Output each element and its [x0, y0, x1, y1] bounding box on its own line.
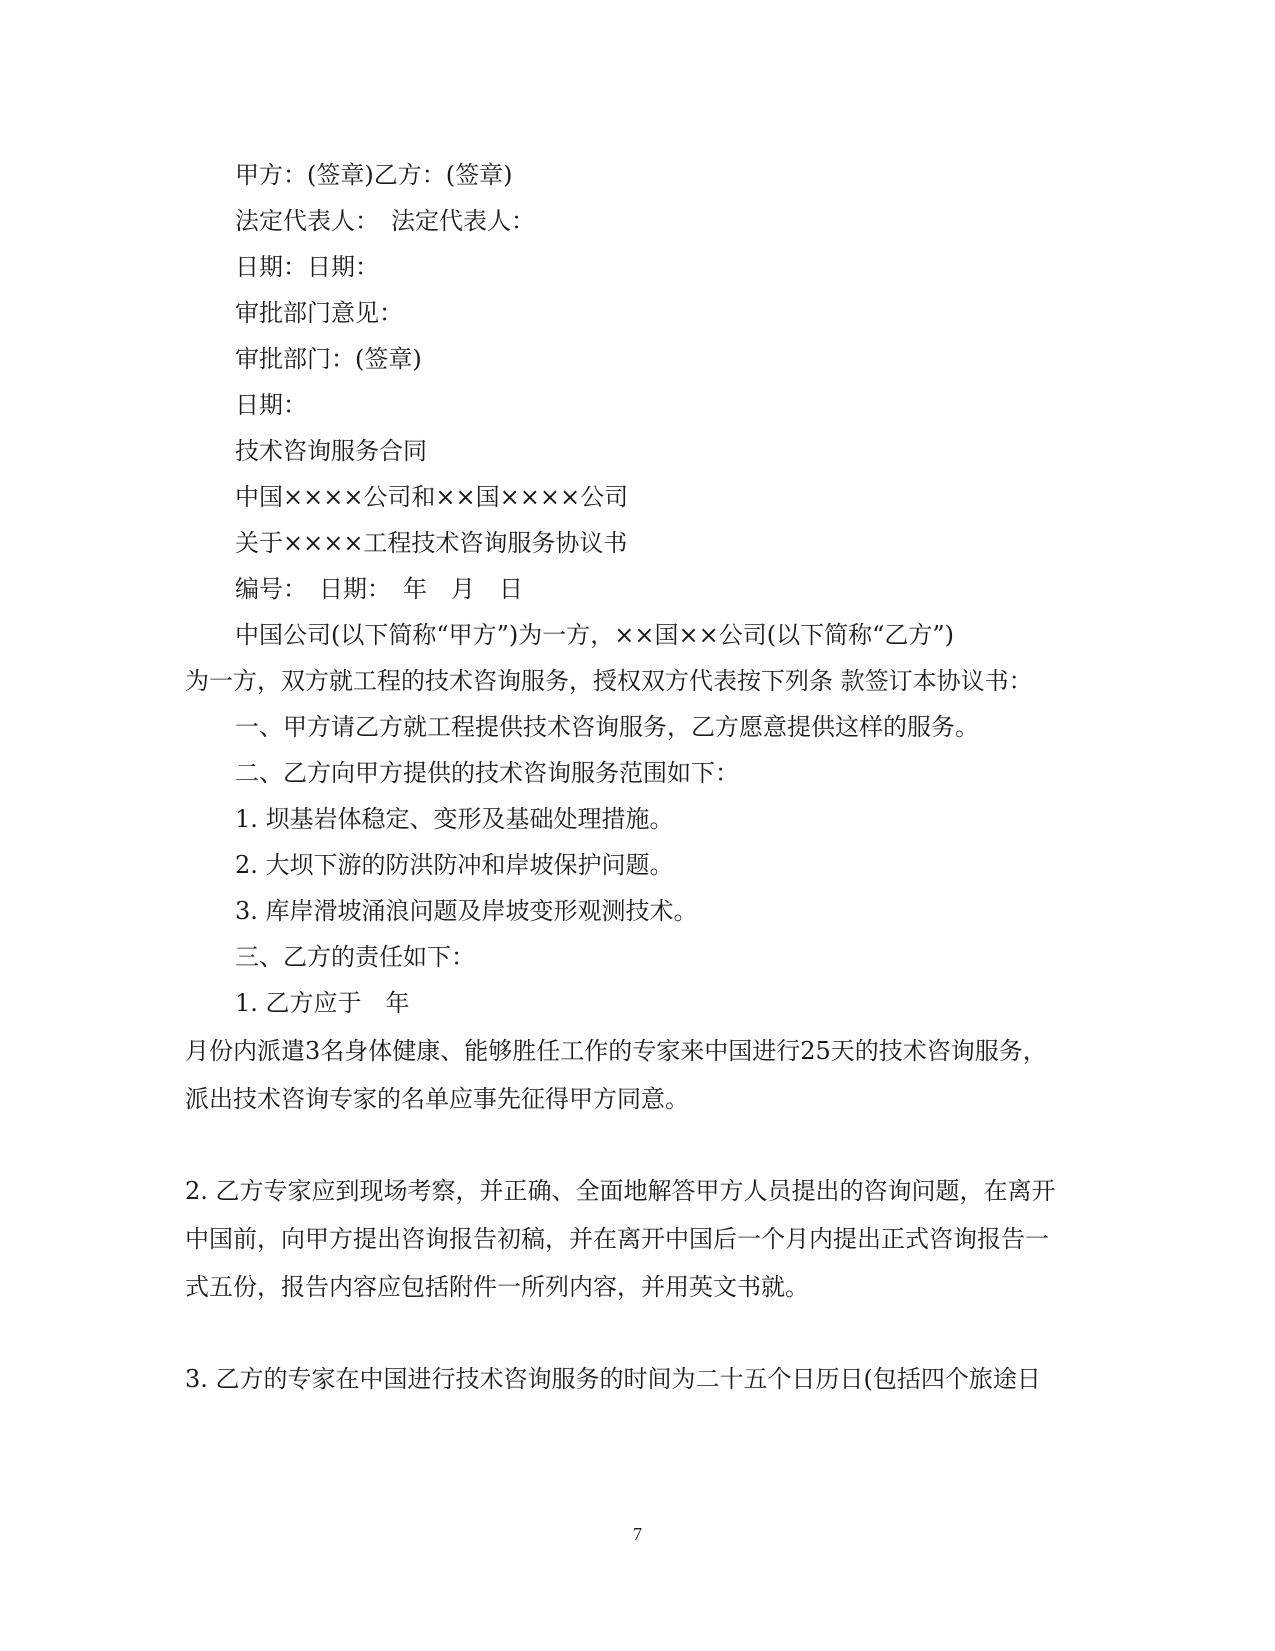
scope-item-1: 1. 坝基岩体稳定、变形及基础处理措施。 [235, 805, 674, 833]
duty-2-line-2: 中国前，向甲方提出咨询报告初稿，并在离开中国后一个月内提出正式咨询报告一 [185, 1225, 1049, 1253]
contract-title: 技术咨询服务合同 [235, 437, 427, 465]
agreement-title: 关于××××工程技术咨询服务协议书 [235, 529, 628, 557]
duty-1-line-3: 派出技术咨询专家的名单应事先征得甲方同意。 [185, 1085, 689, 1113]
clause-3-heading: 三、乙方的责任如下： [235, 943, 475, 971]
parties-line: 中国××××公司和××国××××公司 [235, 483, 629, 511]
duty-1-line-2: 月份内派遣3名身体健康、能够胜任工作的专家来中国进行25天的技术咨询服务， [185, 1037, 1047, 1065]
duty-3-line-1: 3. 乙方的专家在中国进行技术咨询服务的时间为二十五个日历日(包括四个旅途日 [185, 1365, 1041, 1393]
preamble-line-1: 中国公司(以下简称“甲方”)为一方，××国××公司(以下简称“乙方”) [235, 621, 954, 649]
clause-2-heading: 二、乙方向甲方提供的技术咨询服务范围如下： [235, 759, 739, 787]
approval-date-line: 日期： [235, 391, 307, 419]
date-line: 日期：日期： [235, 253, 379, 281]
legal-representative-line: 法定代表人： 法定代表人： [235, 207, 535, 235]
number-date-line: 编号： 日期： 年 月 日 [235, 575, 523, 603]
duty-2-line-1: 2. 乙方专家应到现场考察，并正确、全面地解答甲方人员提出的咨询问题，在离开 [185, 1177, 1056, 1205]
clause-1: 一、甲方请乙方就工程提供技术咨询服务，乙方愿意提供这样的服务。 [235, 713, 979, 741]
page-number: 7 [633, 1524, 642, 1544]
duty-1-start: 1. 乙方应于 年 [235, 989, 410, 1017]
approval-opinion-line: 审批部门意见： [235, 299, 403, 327]
preamble-line-2: 为一方，双方就工程的技术咨询服务，授权双方代表按下列条 款签订本协议书： [185, 667, 1033, 695]
signature-line: 甲方：(签章)乙方：(签章) [235, 161, 513, 189]
scope-item-2: 2. 大坝下游的防洪防冲和岸坡保护问题。 [235, 851, 674, 879]
duty-2-line-3: 式五份，报告内容应包括附件一所列内容，并用英文书就。 [185, 1273, 809, 1301]
approval-department-line: 审批部门：(签章) [235, 345, 422, 373]
scope-item-3: 3. 库岸滑坡涌浪问题及岸坡变形观测技术。 [235, 897, 698, 925]
